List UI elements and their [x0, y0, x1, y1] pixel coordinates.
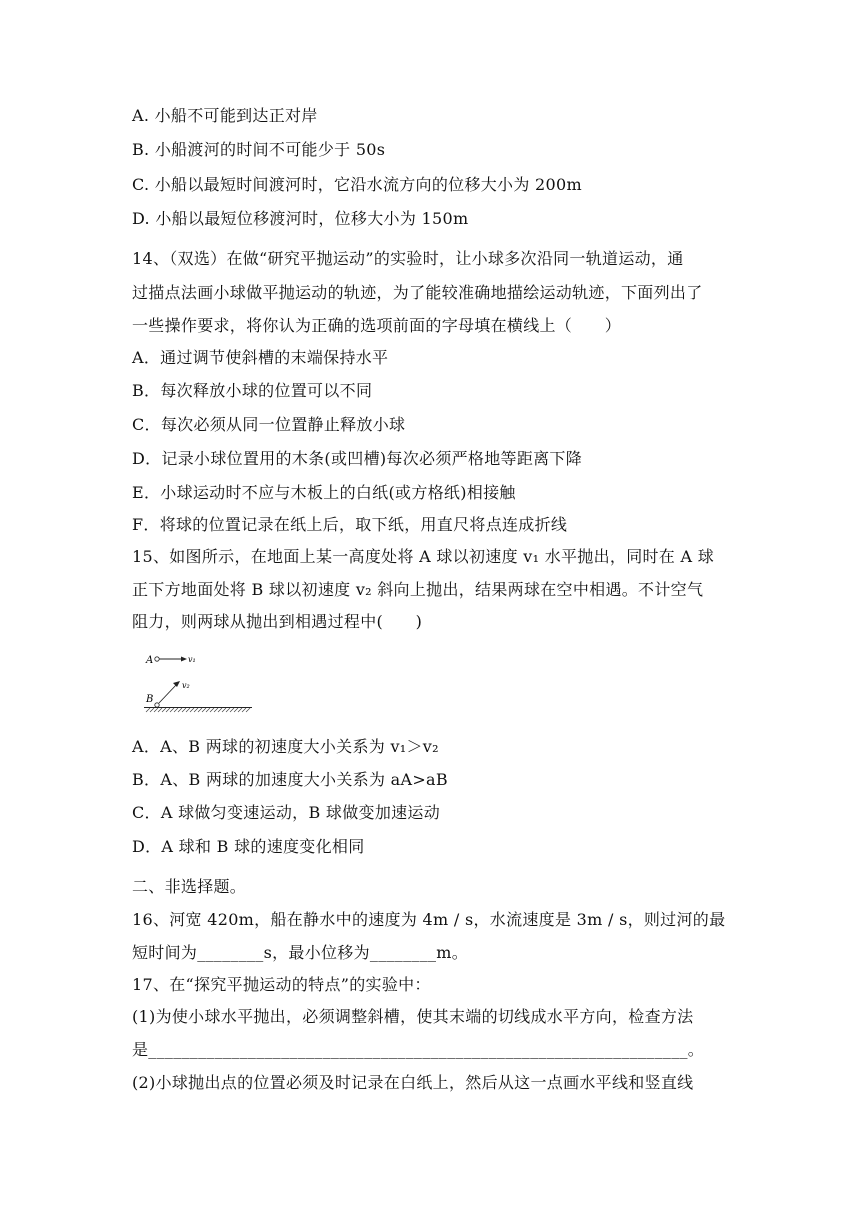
q13-option-c: C. 小船以最短时间渡河时，它沿水流方向的位移大小为 200m: [132, 175, 582, 194]
q15-stem-line-2: 正下方地面处将 B 球以初速度 v₂ 斜向上抛出，结果两球在空中相遇。不计空气: [132, 580, 704, 599]
v2-label: v₂: [182, 681, 190, 690]
q14-option-b: B．每次释放小球的位置可以不同: [132, 381, 373, 400]
q17-title: 17、在“探究平抛运动的特点”的实验中：: [132, 975, 431, 994]
q14-option-d: D．记录小球位置用的木条(或凹槽)每次必须严格地等距离下降: [132, 449, 583, 468]
q15-option-b: B．A、B 两球的加速度大小关系为 aA>aB: [132, 770, 448, 789]
ball-b: [155, 703, 159, 707]
q16-line-2: 短时间为________s，最小位移为________m。: [132, 943, 469, 962]
q14-option-f: F．将球的位置记录在纸上后，取下纸，用直尺将点连成折线: [132, 515, 568, 534]
q14-option-c: C．每次必须从同一位置静止释放小球: [132, 415, 406, 434]
q17-sub2-line-1: (2)小球抛出点的位置必须及时记录在白纸上，然后从这一点画水平线和竖直线: [132, 1073, 694, 1092]
ground-hatching: [146, 708, 250, 712]
q14-option-e: E．小球运动时不应与木板上的白纸(或方格纸)相接触: [132, 483, 516, 502]
q15-option-d: D．A 球和 B 球的速度变化相同: [132, 837, 365, 856]
q15-option-c: C．A 球做匀变速运动，B 球做变加速运动: [132, 803, 441, 822]
q14-stem-line-3: 一些操作要求，将你认为正确的选项前面的字母填在横线上（ ）: [132, 316, 622, 335]
ball-a: [155, 657, 159, 661]
q13-option-b: B. 小船渡河的时间不可能少于 50s: [132, 140, 386, 159]
q13-option-d: D. 小船以最短位移渡河时，位移大小为 150m: [132, 209, 469, 228]
q17-sub1-line-1: (1)为使小球水平抛出，必须调整斜槽，使其末端的切线成水平方向，检查方法: [132, 1007, 694, 1026]
q15-option-a: A．A、B 两球的初速度大小关系为 v₁＞v₂: [132, 737, 439, 756]
v2-arrow-shaft: [159, 684, 177, 703]
v1-arrow-head: [181, 657, 187, 662]
q13-option-a: A. 小船不可能到达正对岸: [132, 106, 318, 125]
q15-stem-line-3: 阻力，则两球从抛出到相遇过程中( ): [132, 612, 423, 631]
v2-arrow-head: [173, 681, 180, 687]
q14-stem-line-2: 过描点法画小球做平抛运动的轨迹，为了能较准确地描绘运动轨迹，下面列出了: [132, 283, 703, 302]
q14-stem-line-1: 14、（双选）在做“研究平抛运动”的实验时，让小球多次沿同一轨道运动，通: [132, 249, 684, 268]
section-2-title: 二、非选择题。: [132, 877, 247, 896]
projectile-figure: [140, 650, 260, 716]
v1-label: v₁: [188, 655, 196, 664]
q14-option-a: A．通过调节使斜槽的末端保持水平: [132, 348, 389, 367]
ball-b-label: B: [146, 694, 154, 705]
q16-line-1: 16、河宽 420m，船在静水中的速度为 4m / s，水流速度是 3m / s，则过河的最: [132, 910, 726, 929]
ball-a-label: A: [146, 655, 154, 666]
q17-sub1-line-2: 是_________________________________________________________________。: [132, 1040, 705, 1059]
q15-stem-line-1: 15、如图所示，在地面上某一高度处将 A 球以初速度 v₁ 水平抛出，同时在 A 球: [132, 547, 715, 566]
